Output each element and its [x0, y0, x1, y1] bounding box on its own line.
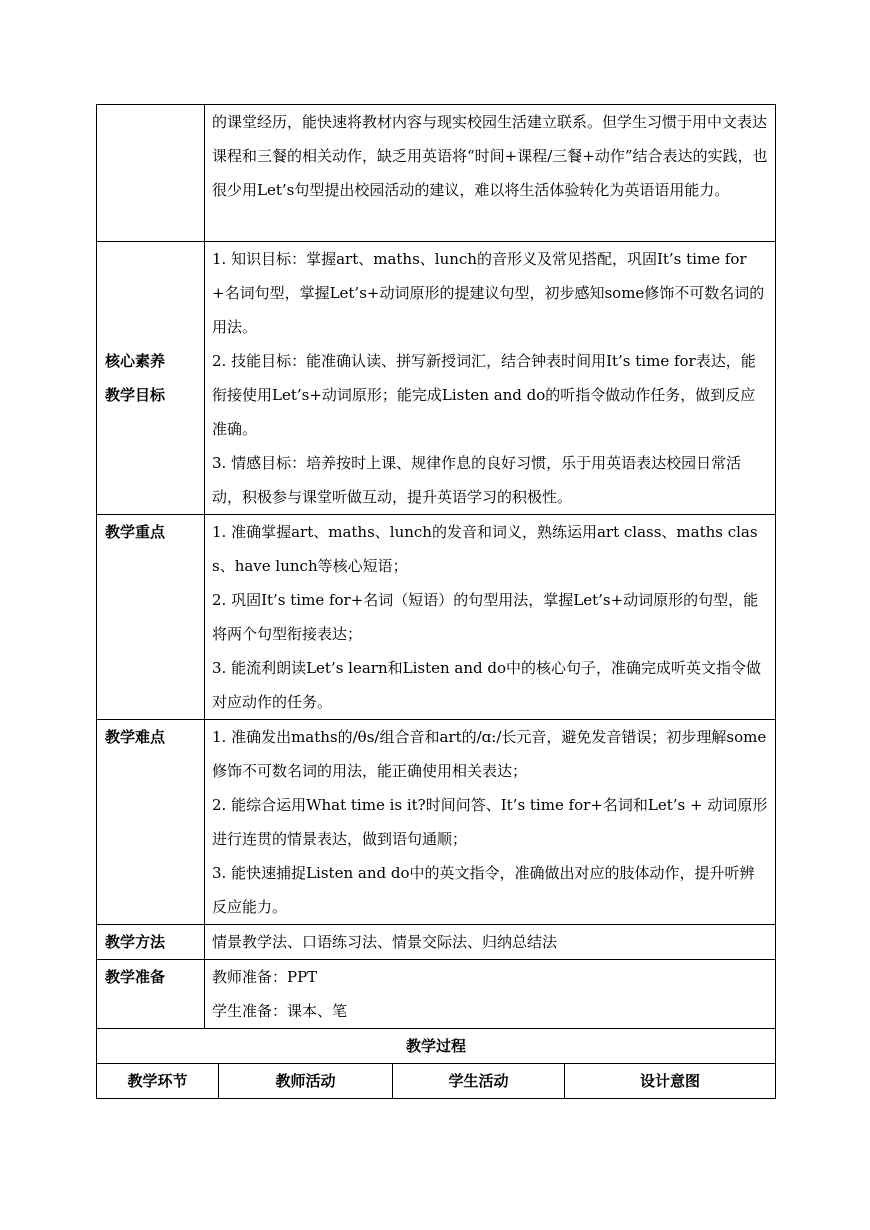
difficulties-text-cell	[205, 720, 776, 925]
lesson-plan-table	[96, 104, 776, 1029]
goals-item-1: 1. 知识目标：掌握art、maths、lunch的音形义及常见搭配，巩固It’s time for+名词句型，掌握Let’s+动词原形的提建议句型，初步感知some修饰不可数名词的用法。	[212, 250, 765, 336]
process-title-row	[97, 1029, 776, 1064]
table-row-intro	[97, 105, 776, 242]
difficulties-item-2: 2. 能综合运用What time is it?时间问答、It’s time for+名词和Let’s + 动词原形进行连贯的情景表达，做到语句通顺；	[212, 796, 768, 848]
goals-label-cell	[97, 242, 205, 515]
goals-label-line1: 核心素养	[105, 352, 166, 370]
preparation-teacher: 教师准备：PPT	[212, 968, 318, 986]
process-table	[96, 1028, 776, 1099]
key-points-label: 教学重点	[97, 515, 205, 720]
methods-text: 情景教学法、口语练习法、情景交际法、归纳总结法	[205, 925, 776, 960]
intro-text: 的课堂经历，能快速将教材内容与现实校园生活建立联系。但学生习惯于用中文表达课程和三餐的相关动作，缺乏用英语将“时间+课程/三餐+动作”结合表达的实践，也很少用Let’s句型提出校园活动的建议，难以将生活体验转化为英语语用能力。	[212, 113, 768, 199]
goals-text-cell	[205, 242, 776, 515]
intro-label-cell	[97, 105, 205, 242]
methods-label: 教学方法	[97, 925, 205, 960]
difficulties-item-1: 1. 准确发出maths的/θs/组合音和art的/ɑ:/长元音，避免发音错误；初步理解some修饰不可数名词的用法，能正确使用相关表达；	[212, 728, 767, 780]
preparation-text-cell	[205, 960, 776, 1029]
goals-label-line2: 教学目标	[105, 386, 166, 404]
table-row-preparation	[97, 960, 776, 1029]
difficulties-item-3: 3. 能快速捕捉Listen and do中的英文指令，准确做出对应的肢体动作，提升听辨反应能力。	[212, 864, 755, 916]
goals-item-3: 3. 情感目标：培养按时上课、规律作息的良好习惯，乐于用英语表达校园日常活动，积极参与课堂听做互动，提升英语学习的积极性。	[212, 454, 742, 506]
key-points-item-3: 3. 能流利朗读Let’s learn和Listen and do中的核心句子，准确完成听英文指令做对应动作的任务。	[212, 659, 762, 711]
key-points-item-2: 2. 巩固It’s time for+名词（短语）的句型用法，掌握Let’s+动词原形的句型，能将两个句型衔接表达；	[212, 591, 759, 643]
key-points-text-cell	[205, 515, 776, 720]
table-row-goals	[97, 242, 776, 515]
lesson-plan-page	[96, 104, 775, 1099]
goals-item-2: 2. 技能目标：能准确认读、拼写新授词汇，结合钟表时间用It’s time for表达，能衔接使用Let’s+动词原形；能完成Listen and do的听指令做动作任务，做到反应准确。	[212, 352, 756, 438]
intro-text-cell	[205, 105, 776, 242]
table-row-methods	[97, 925, 776, 960]
process-header-stage: 教学环节	[97, 1064, 219, 1099]
process-header-student: 学生活动	[393, 1064, 565, 1099]
key-points-item-1: 1. 准确掌握art、maths、lunch的发音和词义，熟练运用art class、maths class、have lunch等核心短语；	[212, 523, 758, 575]
table-row-difficulties	[97, 720, 776, 925]
table-row-key-points	[97, 515, 776, 720]
preparation-label: 教学准备	[97, 960, 205, 1029]
difficulties-label: 教学难点	[97, 720, 205, 925]
process-header-row	[97, 1064, 776, 1099]
process-title: 教学过程	[97, 1029, 776, 1064]
preparation-students: 学生准备：课本、笔	[212, 1002, 348, 1020]
process-header-purpose: 设计意图	[565, 1064, 776, 1099]
process-header-teacher: 教师活动	[219, 1064, 393, 1099]
